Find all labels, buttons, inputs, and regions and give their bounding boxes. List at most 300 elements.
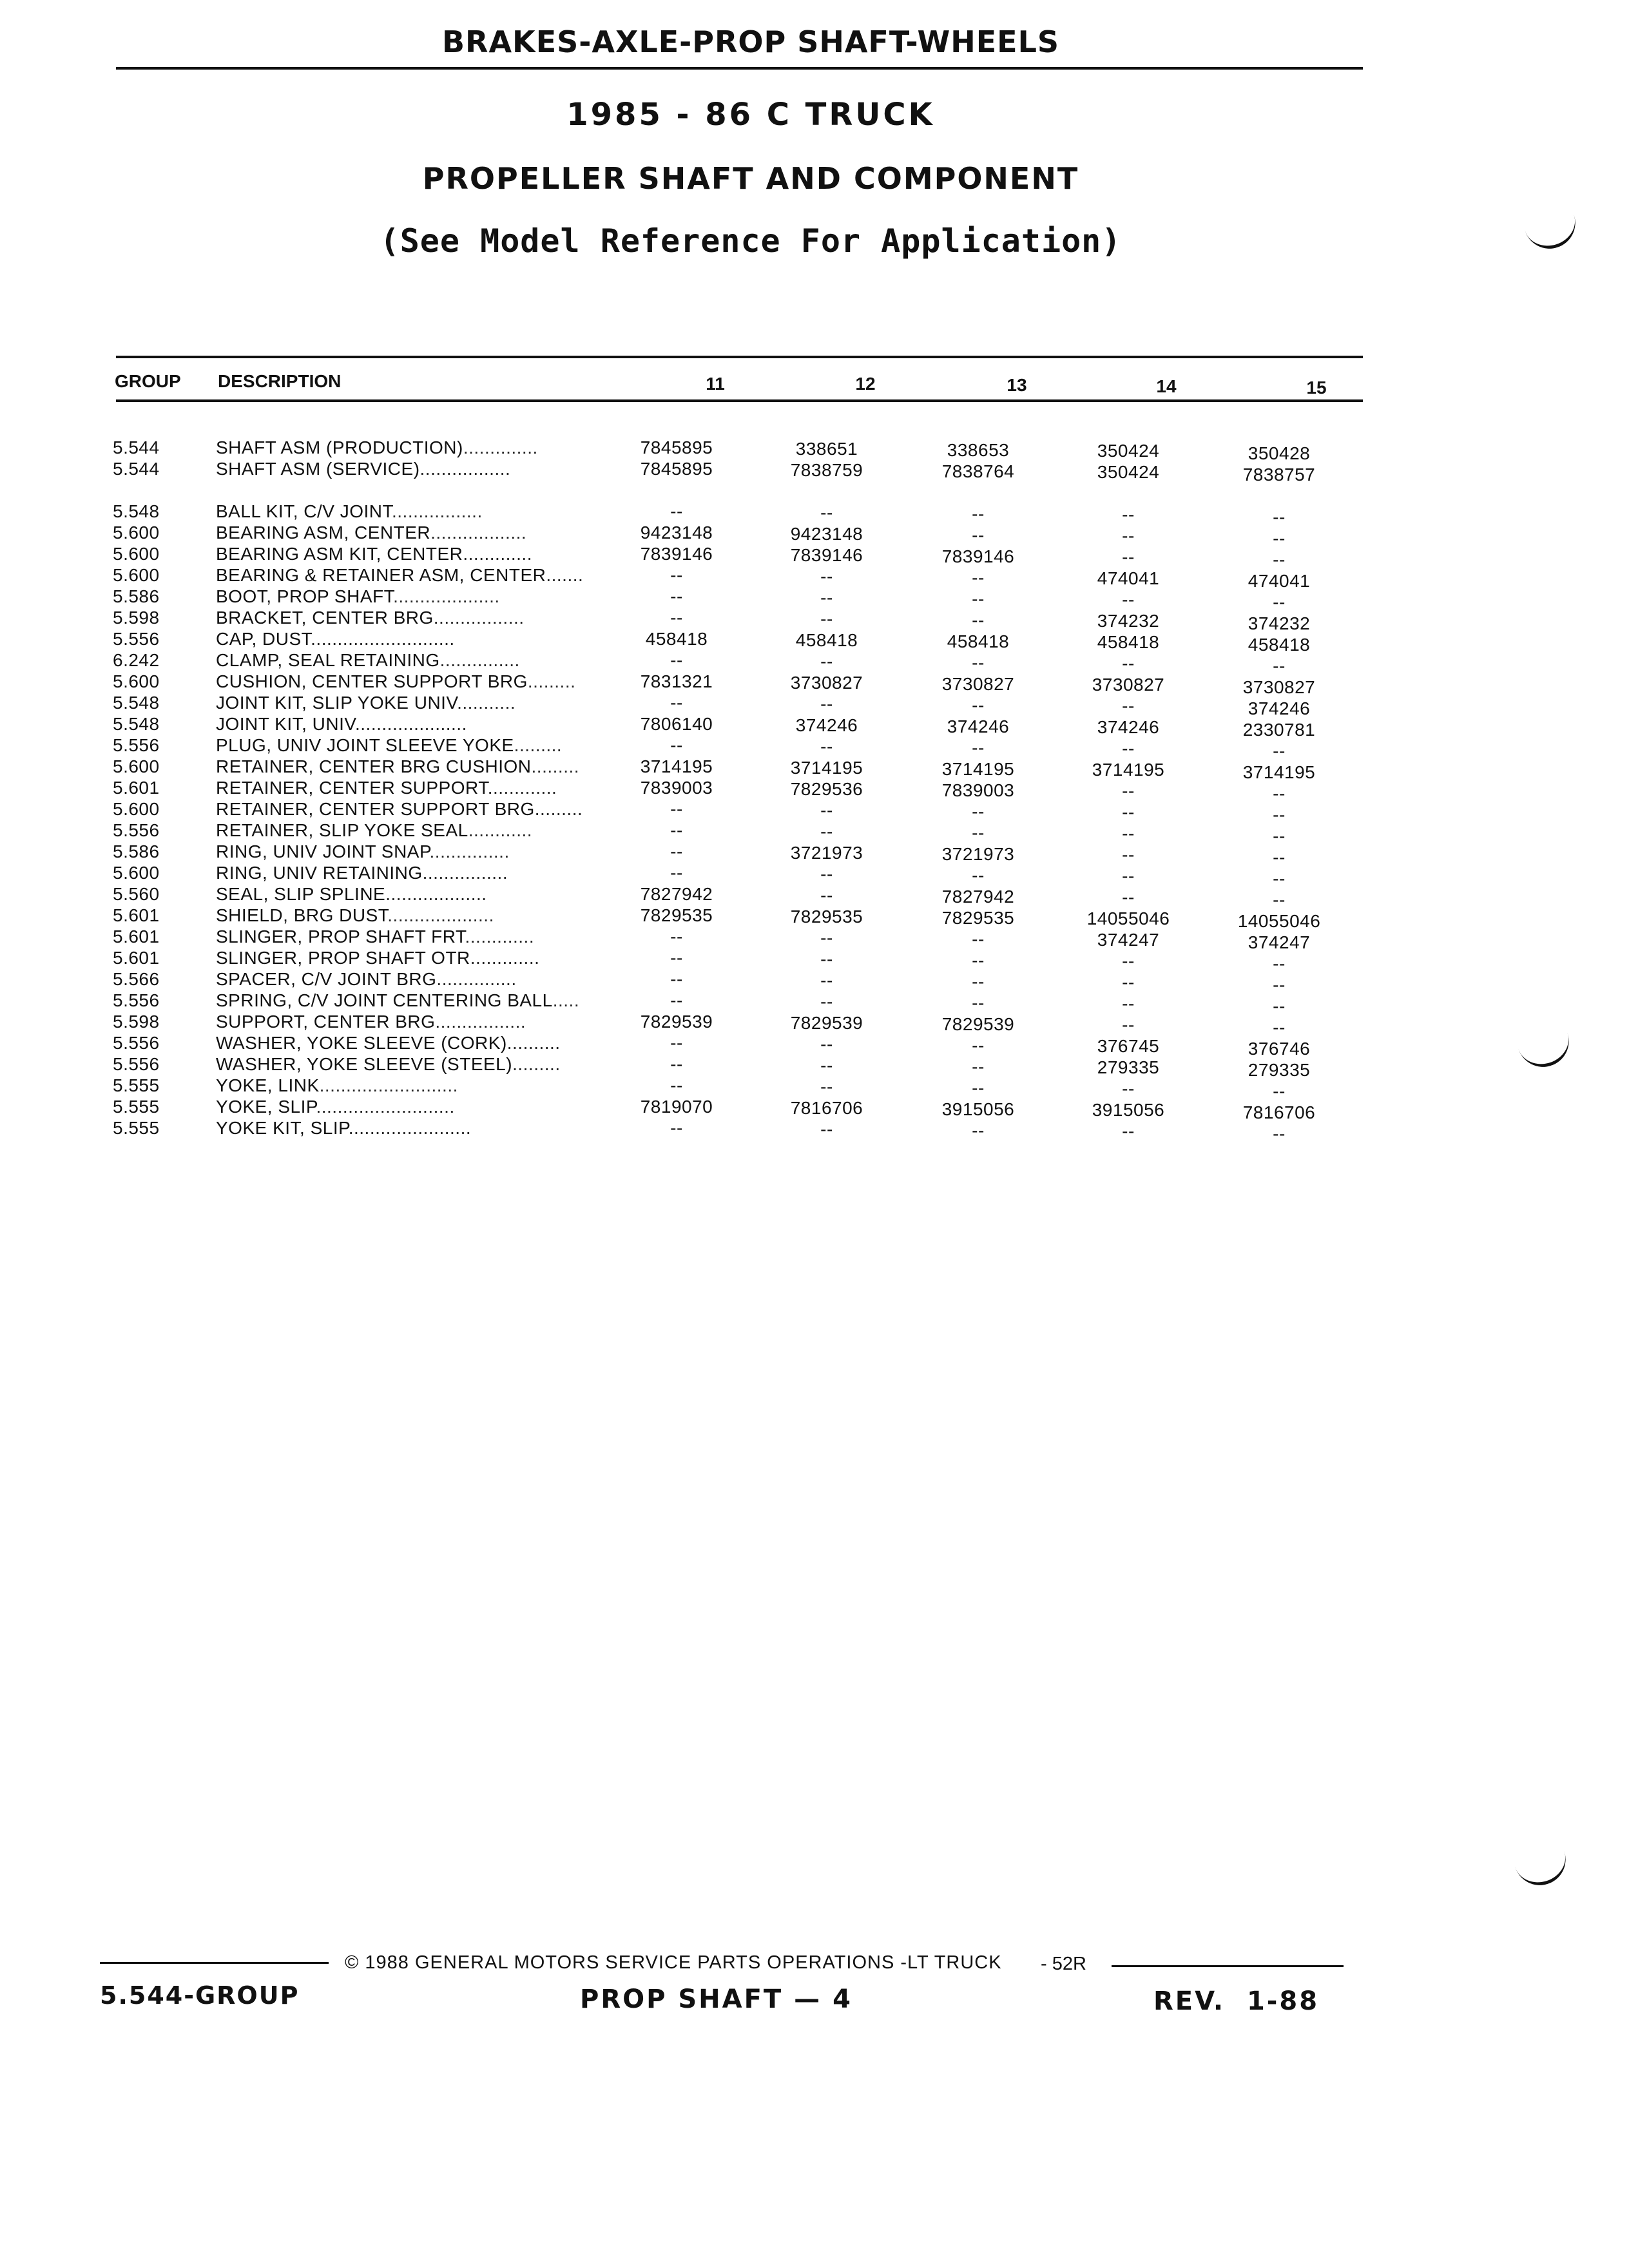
part-number-model-15: 7816706 [1242, 1102, 1316, 1122]
description-text: YOKE KIT, SLIP [216, 1118, 349, 1138]
group-number: 5.586 [113, 841, 160, 861]
leader-dots: ........................... [311, 629, 455, 649]
part-number-model-11: 7829539 [640, 1012, 713, 1032]
column-header-model-13: 13 [1007, 375, 1027, 395]
part-number-model-15: 374247 [1248, 932, 1311, 952]
part-number-model-13: -- [972, 504, 985, 524]
part-number-model-12: -- [820, 822, 833, 841]
part-number-model-12: -- [820, 1119, 833, 1139]
description-text: RING, UNIV JOINT SNAP [216, 841, 430, 861]
table-row [113, 522, 1402, 548]
footer-rule-left [100, 1962, 329, 1964]
part-number-model-15: 458418 [1248, 635, 1311, 655]
part-number-model-13: -- [972, 695, 985, 715]
leader-dots: .......................... [316, 1097, 455, 1117]
margin-mark-icon [1518, 1030, 1576, 1074]
part-number-model-11: -- [670, 735, 683, 755]
part-number-model-12: 3714195 [790, 758, 863, 778]
table-row [113, 947, 1402, 974]
part-number-model-14: -- [1122, 653, 1135, 673]
leader-dots: ................... [385, 884, 487, 904]
part-number-model-11: 458418 [645, 629, 708, 649]
table-row [113, 586, 1402, 612]
part-number-model-12: -- [820, 736, 833, 756]
description-text: BEARING ASM KIT, CENTER [216, 544, 463, 564]
leader-dots: .................... [387, 905, 494, 925]
part-number-model-13: -- [972, 568, 985, 588]
leader-dots: .................... [393, 586, 500, 606]
part-number-model-14: -- [1122, 696, 1135, 716]
description-text: SLINGER, PROP SHAFT OTR [216, 948, 470, 968]
part-number-model-13: 3915056 [941, 1099, 1015, 1119]
leader-dots: ....................... [348, 1118, 472, 1138]
group-number: 5.556 [113, 820, 160, 840]
part-number-model-13: -- [972, 653, 985, 673]
page-code: - 52R [1041, 1954, 1086, 1974]
part-number-model-15: -- [1273, 656, 1286, 676]
group-number: 5.548 [113, 714, 160, 734]
part-number-model-13: -- [972, 525, 985, 545]
part-number-model-13: 374246 [947, 716, 1010, 736]
part-number-model-15: -- [1273, 975, 1286, 995]
part-number-model-13: -- [972, 993, 985, 1013]
part-number-model-14: 3714195 [1092, 760, 1165, 780]
part-number-model-11: -- [670, 1075, 683, 1095]
group-number: 5.598 [113, 1012, 160, 1032]
leader-dots: ............. [463, 544, 532, 564]
part-number-model-15: -- [1273, 741, 1286, 761]
group-number: 5.586 [113, 586, 160, 606]
group-number: 5.560 [113, 884, 160, 904]
leader-dots: ................. [435, 1012, 526, 1032]
description-text: SEAL, SLIP SPLINE [216, 884, 386, 904]
group-number: 5.600 [113, 565, 160, 585]
table-row [113, 820, 1402, 846]
part-number-model-12: 7829539 [790, 1013, 863, 1033]
part-number-model-12: 7839146 [790, 545, 863, 565]
table-row [113, 671, 1402, 697]
description-text: BEARING ASM, CENTER [216, 523, 431, 543]
part-number-model-11: -- [670, 841, 683, 861]
description-text: CLAMP, SEAL RETAINING [216, 650, 440, 670]
part-number-model-14: 14055046 [1086, 908, 1170, 928]
part-number-model-12: -- [820, 992, 833, 1012]
part-number-model-14: -- [1122, 738, 1135, 758]
table-row [113, 607, 1402, 633]
part-number-model-14: -- [1122, 547, 1135, 567]
part-number-model-11: -- [670, 693, 683, 713]
group-number: 5.601 [113, 948, 160, 968]
part-number-model-13: 7829535 [941, 908, 1015, 928]
column-header-group: GROUP [115, 371, 181, 391]
description-text: JOINT KIT, SLIP YOKE UNIV [216, 693, 458, 713]
group-number: 5.555 [113, 1075, 160, 1095]
table-row [113, 692, 1402, 718]
description-text: RETAINER, CENTER SUPPORT BRG [216, 799, 535, 819]
leader-dots: ................. [391, 501, 483, 521]
section-title: BRAKES-AXLE-PROP SHAFT-WHEELS [441, 24, 1060, 59]
description-text: SPRING, C/V JOINT CENTERING BALL [216, 990, 553, 1010]
table-row [113, 990, 1402, 1016]
leader-dots: ............... [439, 650, 520, 670]
part-number-model-15: 474041 [1248, 571, 1311, 591]
column-header-model-12: 12 [855, 374, 876, 394]
part-number-model-13: 7829539 [941, 1014, 1015, 1034]
part-number-model-13: 7839003 [941, 780, 1015, 800]
part-number-model-11: -- [670, 863, 683, 883]
part-number-model-13: -- [972, 1035, 985, 1055]
part-number-model-11: -- [670, 990, 683, 1010]
part-number-model-13: 338653 [947, 440, 1010, 460]
leader-dots: ......... [514, 735, 563, 755]
leader-dots: ............... [436, 969, 517, 989]
table-row [113, 735, 1402, 761]
part-number-model-15: -- [1273, 592, 1286, 612]
description-text: BALL KIT, C/V JOINT [216, 501, 392, 521]
part-number-model-14: -- [1122, 526, 1135, 546]
part-number-model-11: -- [670, 650, 683, 670]
part-number-model-15: -- [1273, 996, 1286, 1016]
part-number-model-13: -- [972, 738, 985, 758]
column-header-model-11: 11 [706, 374, 725, 394]
part-number-model-13: 7839146 [941, 546, 1015, 566]
part-number-model-12: -- [820, 970, 833, 990]
part-number-model-15: -- [1273, 826, 1286, 846]
group-number: 5.556 [113, 1054, 160, 1074]
table-row [113, 1011, 1402, 1037]
part-number-model-12: -- [820, 864, 833, 884]
footer-rule-right [1112, 1965, 1344, 1967]
table-row [113, 1032, 1402, 1059]
group-number: 5.600 [113, 799, 160, 819]
group-number: 5.556 [113, 629, 160, 649]
part-number-model-14: 279335 [1097, 1057, 1160, 1077]
table-row [113, 649, 1402, 676]
document-subtitle: PROPELLER SHAFT AND COMPONENT [422, 161, 1079, 196]
part-number-model-14: -- [1122, 972, 1135, 992]
part-number-model-11: 9423148 [640, 523, 713, 543]
part-number-model-11: -- [670, 820, 683, 840]
part-number-model-15: -- [1273, 847, 1286, 867]
part-number-model-13: 458418 [947, 631, 1010, 651]
part-number-model-15: 376746 [1248, 1039, 1311, 1059]
leader-dots: ......... [534, 799, 583, 819]
part-number-model-13: -- [972, 1057, 985, 1077]
table-row [113, 713, 1402, 740]
table-row [113, 777, 1402, 803]
part-number-model-14: -- [1122, 845, 1135, 865]
part-number-model-13: -- [972, 865, 985, 885]
part-number-model-11: 7839003 [640, 778, 713, 798]
description-text: SHIELD, BRG DUST [216, 905, 388, 925]
description-text: BOOT, PROP SHAFT [216, 586, 394, 606]
group-number: 5.600 [113, 544, 160, 564]
description-text: RETAINER, SLIP YOKE SEAL [216, 820, 468, 840]
column-header-model-15: 15 [1306, 378, 1327, 398]
part-number-model-11: 7839146 [640, 544, 713, 564]
group-number: 5.601 [113, 905, 160, 925]
group-number: 5.555 [113, 1097, 160, 1117]
part-number-model-15: -- [1273, 954, 1286, 974]
group-number: 5.548 [113, 693, 160, 713]
leader-dots: .......... [506, 1033, 561, 1053]
part-number-model-15: -- [1273, 528, 1286, 548]
part-number-model-12: 9423148 [790, 524, 863, 544]
leader-dots: ....... [546, 565, 584, 585]
leader-dots: ......... [512, 1054, 561, 1074]
part-number-model-15: -- [1273, 869, 1286, 889]
group-number: 5.548 [113, 501, 160, 521]
part-number-model-14: -- [1122, 951, 1135, 971]
part-number-model-11: -- [670, 799, 683, 819]
part-number-model-13: -- [972, 610, 985, 630]
part-number-model-13: 3714195 [941, 759, 1015, 779]
part-number-model-14: -- [1122, 590, 1135, 610]
table-row [113, 862, 1402, 889]
part-number-model-14: 3915056 [1092, 1100, 1165, 1120]
part-number-model-12: -- [820, 566, 833, 586]
part-number-model-11: 7806140 [640, 714, 713, 734]
part-number-model-14: -- [1122, 887, 1135, 907]
part-number-model-14: -- [1122, 505, 1135, 524]
table-row [113, 905, 1402, 931]
part-number-model-11: 7819070 [640, 1097, 713, 1117]
group-number: 5.544 [113, 459, 160, 479]
footer-group: 5.544-GROUP [100, 1981, 300, 2010]
description-text: JOINT KIT, UNIV [216, 714, 355, 734]
table-row [113, 1096, 1402, 1122]
part-number-model-12: 7829536 [790, 779, 863, 799]
column-header-description: DESCRIPTION [218, 371, 342, 391]
part-number-model-13: -- [972, 802, 985, 822]
part-number-model-14: -- [1122, 866, 1135, 886]
leader-dots: ............. [470, 948, 540, 968]
part-number-model-12: -- [820, 588, 833, 608]
description-text: SHAFT ASM (PRODUCTION) [216, 437, 463, 457]
description-text: SHAFT ASM (SERVICE) [216, 459, 420, 479]
description-text: SUPPORT, CENTER BRG [216, 1012, 436, 1032]
part-number-model-14: 374246 [1097, 717, 1160, 737]
part-number-model-14: 374247 [1097, 930, 1160, 950]
part-number-model-12: -- [820, 651, 833, 671]
part-number-model-14: -- [1122, 802, 1135, 822]
part-number-model-14: -- [1122, 1121, 1135, 1141]
margin-mark-icon [1524, 212, 1582, 256]
table-row [113, 926, 1402, 952]
part-number-model-11: -- [670, 1054, 683, 1074]
part-number-model-11: -- [670, 608, 683, 628]
table-row [113, 628, 1402, 655]
table-row [113, 543, 1402, 570]
table-row [113, 968, 1402, 995]
part-number-model-15: -- [1273, 783, 1286, 803]
description-text: BRACKET, CENTER BRG [216, 608, 434, 628]
table-header-rule [116, 399, 1363, 402]
part-number-model-11: 7827942 [640, 884, 713, 904]
leader-dots: .................. [430, 523, 527, 543]
group-number: 5.600 [113, 863, 160, 883]
part-number-model-15: 374246 [1248, 698, 1311, 718]
part-number-model-12: 3730827 [790, 673, 863, 693]
group-number: 5.600 [113, 671, 160, 691]
group-number: 6.242 [113, 650, 160, 670]
leader-dots: ................. [419, 459, 511, 479]
part-number-model-11: 7829535 [640, 905, 713, 925]
part-number-model-11: -- [670, 501, 683, 521]
leader-dots: ............... [429, 841, 510, 861]
part-number-model-15: -- [1273, 507, 1286, 527]
part-number-model-13: 7838764 [941, 461, 1015, 481]
part-number-model-11: 3714195 [640, 756, 713, 776]
part-number-model-11: -- [670, 1033, 683, 1053]
part-number-model-14: 474041 [1097, 568, 1160, 588]
part-number-model-12: -- [820, 609, 833, 629]
part-number-model-14: 3730827 [1092, 675, 1165, 695]
part-number-model-13: -- [972, 1120, 985, 1140]
column-header-model-14: 14 [1156, 376, 1177, 396]
part-number-model-12: -- [820, 1055, 833, 1075]
group-number: 5.566 [113, 969, 160, 989]
part-number-model-14: 350424 [1097, 462, 1160, 482]
description-text: SLINGER, PROP SHAFT FRT [216, 927, 465, 947]
part-number-model-12: -- [820, 949, 833, 969]
part-number-model-15: 374232 [1248, 613, 1311, 633]
part-number-model-15: -- [1273, 1124, 1286, 1144]
table-row [113, 798, 1402, 825]
part-number-model-15: 2330781 [1242, 720, 1316, 740]
part-number-model-15: -- [1273, 1081, 1286, 1101]
part-number-model-14: -- [1122, 1015, 1135, 1035]
part-number-model-15: 3714195 [1242, 762, 1316, 782]
part-number-model-12: -- [820, 800, 833, 820]
part-number-model-15: 3730827 [1242, 677, 1316, 697]
part-number-model-15: 7838757 [1242, 465, 1316, 485]
description-text: PLUG, UNIV JOINT SLEEVE YOKE [216, 735, 514, 755]
part-number-model-12: -- [820, 1077, 833, 1097]
leader-dots: ..... [552, 990, 580, 1010]
description-text: RETAINER, CENTER SUPPORT [216, 778, 488, 798]
description-text: CAP, DUST [216, 629, 311, 649]
part-number-model-15: -- [1273, 890, 1286, 910]
part-number-model-14: 374232 [1097, 611, 1160, 631]
part-number-model-11: -- [670, 948, 683, 968]
part-number-model-12: 7816706 [790, 1098, 863, 1118]
part-number-model-14: -- [1122, 781, 1135, 801]
description-text: WASHER, YOKE SLEEVE (STEEL) [216, 1054, 513, 1074]
description-text: RETAINER, CENTER BRG CUSHION [216, 756, 532, 776]
part-number-model-12: 374246 [795, 715, 858, 735]
table-row [113, 1117, 1402, 1144]
part-number-model-14: 350424 [1097, 441, 1160, 461]
part-number-model-15: 14055046 [1237, 911, 1321, 931]
part-number-model-12: -- [820, 694, 833, 714]
description-text: WASHER, YOKE SLEEVE (CORK) [216, 1033, 507, 1053]
leader-dots: ..................... [355, 714, 467, 734]
header-rule [116, 67, 1363, 70]
part-number-model-11: 7845895 [640, 459, 713, 479]
leader-dots: ......... [527, 671, 576, 691]
description-text: CUSHION, CENTER SUPPORT BRG [216, 671, 528, 691]
leader-dots: .......................... [319, 1075, 458, 1095]
table-row [113, 501, 1402, 527]
copyright-line: © 1988 GENERAL MOTORS SERVICE PARTS OPERATIONS -LT TRUCK [345, 1952, 1002, 1973]
table-row [113, 1053, 1402, 1080]
group-number: 5.555 [113, 1118, 160, 1138]
description-text: SPACER, C/V JOINT BRG [216, 969, 437, 989]
table-row [113, 883, 1402, 910]
part-number-model-11: 7845895 [640, 437, 713, 457]
part-number-model-12: -- [820, 885, 833, 905]
part-number-model-11: -- [670, 586, 683, 606]
part-number-model-14: -- [1122, 823, 1135, 843]
part-number-model-13: -- [972, 589, 985, 609]
part-number-model-14: -- [1122, 1079, 1135, 1099]
part-number-model-12: -- [820, 1034, 833, 1054]
part-number-model-13: 7827942 [941, 887, 1015, 907]
vehicle-title: 1985 - 86 C TRUCK [566, 97, 935, 133]
description-text: YOKE, LINK [216, 1075, 320, 1095]
part-number-model-12: 7829535 [790, 907, 863, 927]
part-number-model-13: -- [972, 1078, 985, 1098]
group-number: 5.556 [113, 1033, 160, 1053]
table-row [113, 756, 1402, 782]
footer-revision: REV. 1-88 [1153, 1986, 1320, 2016]
part-number-model-13: -- [972, 929, 985, 949]
leader-dots: ............. [465, 927, 535, 947]
leader-dots: ................. [433, 608, 525, 628]
part-number-model-12: -- [820, 928, 833, 948]
part-number-model-14: 376745 [1097, 1036, 1160, 1056]
part-number-model-13: 3721973 [941, 844, 1015, 864]
margin-mark-icon [1514, 1849, 1572, 1892]
table-row [113, 437, 1402, 463]
part-number-model-12: 458418 [795, 630, 858, 650]
description-text: RING, UNIV RETAINING [216, 863, 423, 883]
part-number-model-11: -- [670, 565, 683, 585]
part-number-model-11: -- [670, 1118, 683, 1138]
leader-dots: ............ [468, 820, 533, 840]
group-number: 5.601 [113, 778, 160, 798]
table-row [113, 1075, 1402, 1101]
part-number-model-15: -- [1273, 550, 1286, 570]
group-number: 5.544 [113, 437, 160, 457]
part-number-model-13: -- [972, 972, 985, 992]
part-number-model-14: -- [1122, 994, 1135, 1014]
part-number-model-12: 3721973 [790, 843, 863, 863]
leader-dots: ......... [531, 756, 580, 776]
description-text: YOKE, SLIP [216, 1097, 316, 1117]
table-row [113, 564, 1402, 591]
part-number-model-14: 458418 [1097, 632, 1160, 652]
part-number-model-15: -- [1273, 805, 1286, 825]
table-top-rule [116, 356, 1363, 358]
part-number-model-11: 7831321 [640, 671, 713, 691]
leader-dots: ................ [422, 863, 508, 883]
group-number: 5.556 [113, 735, 160, 755]
leader-dots: ............. [487, 778, 557, 798]
table-row [113, 458, 1402, 485]
part-number-model-11: -- [670, 969, 683, 989]
footer-section: PROP SHAFT — 4 [580, 1984, 853, 2014]
part-number-model-13: 3730827 [941, 674, 1015, 694]
description-text: BEARING & RETAINER ASM, CENTER [216, 565, 546, 585]
part-number-model-15: 279335 [1248, 1060, 1311, 1080]
part-number-model-12: -- [820, 503, 833, 523]
part-number-model-15: 350428 [1248, 443, 1311, 463]
leader-dots: .............. [463, 437, 538, 457]
group-number: 5.598 [113, 608, 160, 628]
group-number: 5.600 [113, 756, 160, 776]
